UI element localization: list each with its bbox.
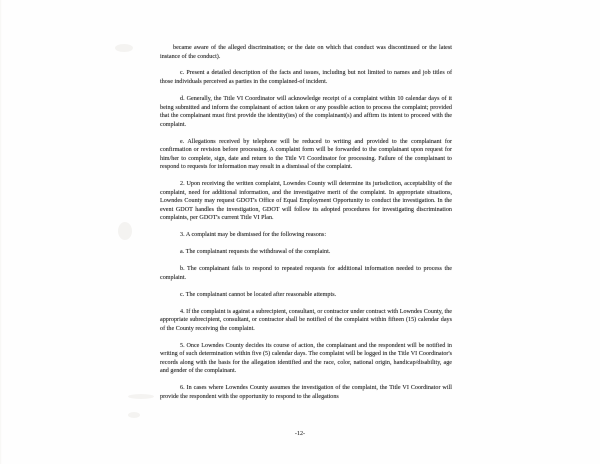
page-number: -12-: [294, 431, 306, 437]
paragraph-item-3b: b. The complainant fails to respond to repeated requests for additional information needed to process the complaint.: [160, 266, 452, 281]
paragraph-item-6: 6. In cases where Lowndes County assumes the investigation of the complaint, the Title VI Coordinator will provide the respondent with the opportunity to respond to the allegations: [160, 385, 452, 400]
scan-speckle-icon: [118, 222, 132, 240]
paragraph-continued-a: became aware of the alleged discrimination; or the date on which that conduct was discontinued or the latest instance of the conduct).: [160, 45, 452, 60]
paragraph-item-c: c. Present a detailed description of the facts and issues, including but not limited to names and job titles of those individuals perceived as parties in the complained-of incident.: [160, 70, 452, 86]
document-body-text: [160, 44, 452, 410]
paragraph-item-3a: a. The complainant requests the withdrawal of the complaint.: [180, 249, 331, 256]
paragraph-item-5: 5. Once Lowndes County decides its course of action, the complainant and the respondent will be notified in writing of such determination within five (5) calendar days. The complaint will be logged in the Title VI Coordinator's records along with the basis for the allegation identified and the race, color, national origin, handicap/disability, age and gender of the complainant.: [160, 342, 452, 375]
scan-speckle-icon: [128, 412, 140, 418]
scan-speckle-icon: [115, 44, 133, 52]
paragraph-item-3c: c. The complainant cannot be located after reasonable attempts.: [180, 291, 337, 298]
paragraph-item-d: d. Generally, the Title VI Coordinator will acknowledge receipt of a complaint within 10 calendar days of it being submitted and inform the complainant of action taken or any possible action to process the complaint; provided that the complainant must first provide the identity(ies) of the complainant(s) and affirm its intent to proceed with the complaint.: [160, 95, 452, 128]
paragraph-item-e: e. Allegations received by telephone will be reduced to writing and provided to the complainant for confirmation or revision before processing. A complaint form will be forwarded to the complainant upon request for him/her to complete, sign, date and return to the Title VI Coordinator for processing. Failure of the complainant to respond to requests for information may result in a dismissal of the complaint.: [160, 138, 452, 171]
scan-speckle-icon: [128, 394, 154, 399]
paragraph-item-4: 4. If the complaint is against a subrecipient, consultant, or contractor under contract with Lowndes County, the appropriate subrecipient, consultant, or contractor shall be notified of the complaint within fifteen (15) calendar days of the County receiving the complaint.: [160, 308, 452, 332]
paragraph-item-2: 2. Upon receiving the written complaint, Lowndes County will determine its jurisdiction, acceptability of the complaint, need for additional information, and the investigative merit of the complaint. In appropriate situations, Lowndes County may request GDOT's Office of Equal Employment Opportunity to conduct the investigation. In the event GDOT handles the investigation, GDOT will follow its adopted procedures for investigating discrimination complaints, per GDOT's current Title VI Plan.: [160, 181, 452, 222]
scan-edge-artifact: [0, 0, 2, 464]
paragraph-item-3: 3. A complaint may be dismissed for the following reasons:: [180, 232, 327, 239]
